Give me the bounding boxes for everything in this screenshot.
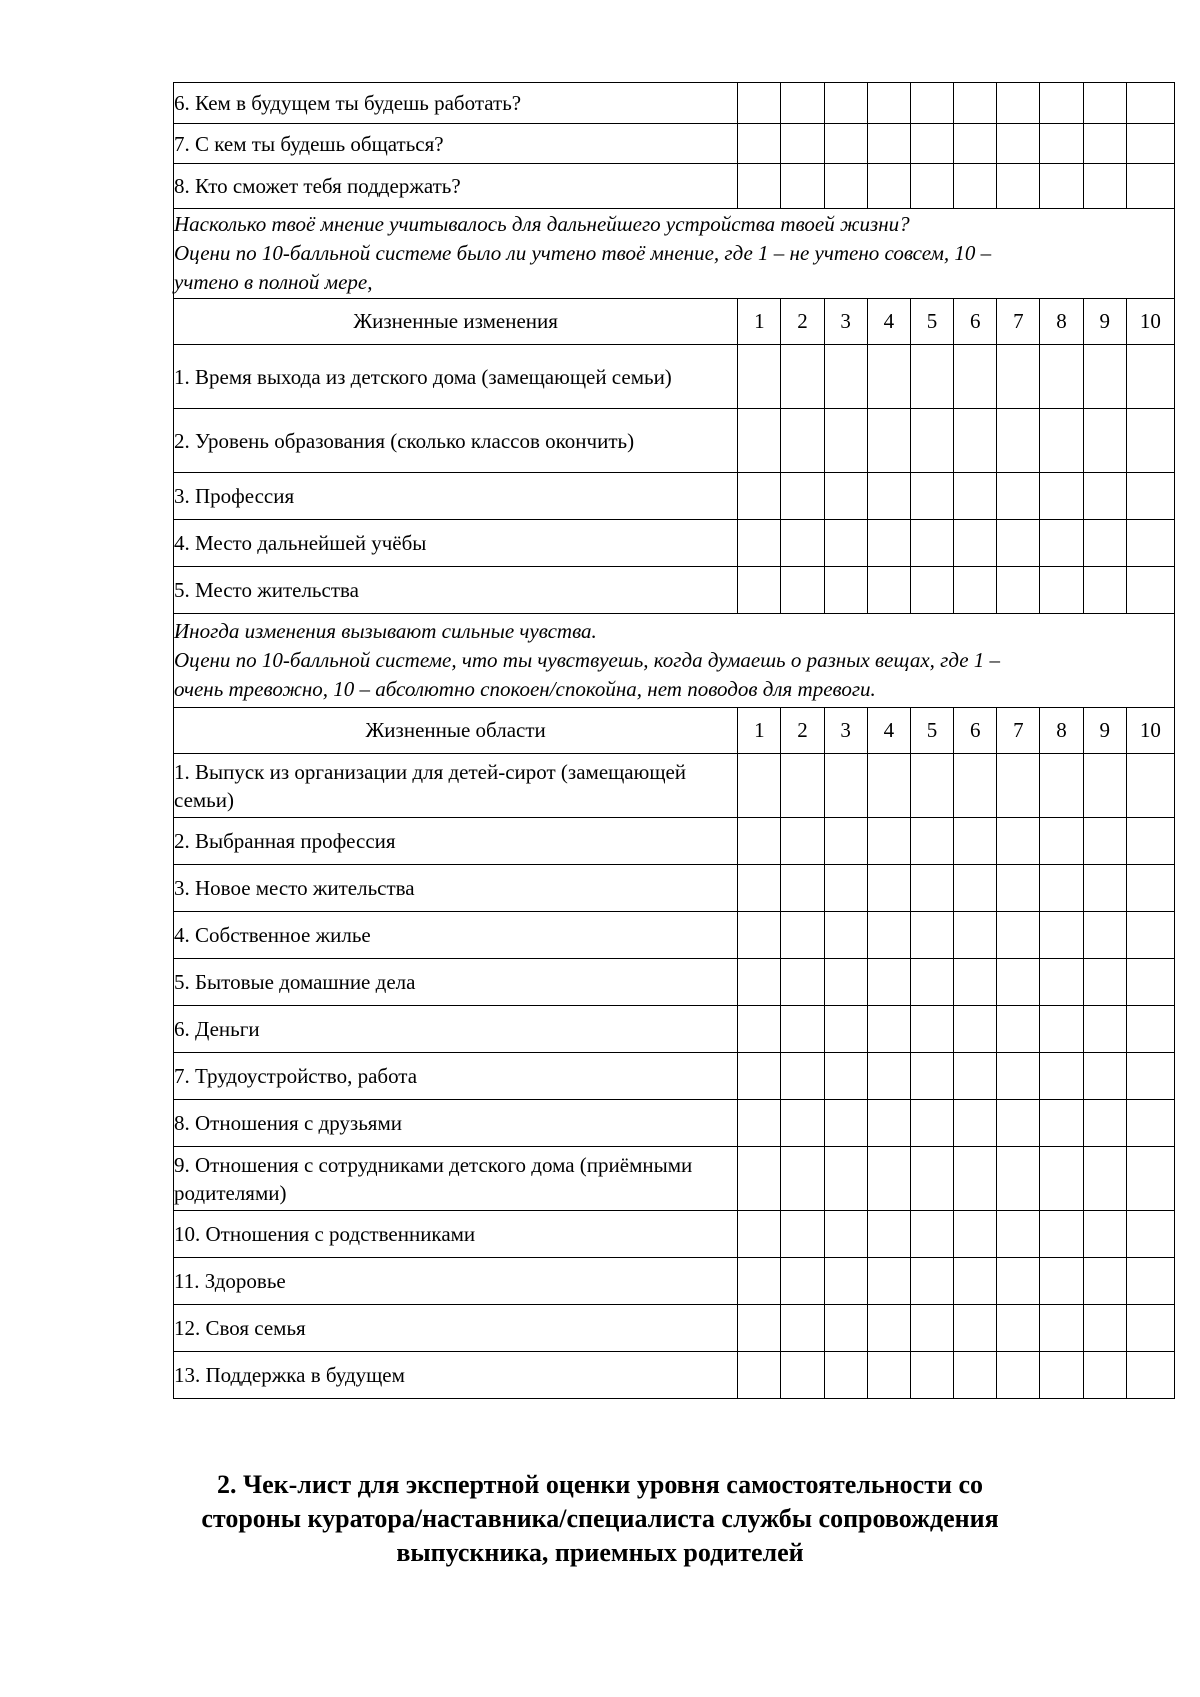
rating-cell[interactable]: [1040, 1305, 1083, 1352]
rating-cell[interactable]: [910, 818, 953, 865]
life-area-row: [174, 959, 1175, 1006]
rating-cell[interactable]: [867, 1053, 910, 1100]
rating-cell[interactable]: [910, 83, 953, 124]
rating-cell[interactable]: [824, 1211, 867, 1258]
rating-cell[interactable]: [1126, 754, 1174, 818]
rating-cell[interactable]: [954, 567, 997, 614]
rating-cell[interactable]: [1083, 1211, 1126, 1258]
rating-cell[interactable]: [824, 1352, 867, 1399]
rating-cell[interactable]: [1083, 1305, 1126, 1352]
rating-cell[interactable]: [1040, 1100, 1083, 1147]
rating-cell[interactable]: [738, 409, 781, 473]
rating-cell[interactable]: [997, 865, 1040, 912]
rating-cell[interactable]: [997, 567, 1040, 614]
rating-cell[interactable]: [954, 520, 997, 567]
life-area-row: [174, 1211, 1175, 1258]
rating-cell[interactable]: [1040, 520, 1083, 567]
rating-cell[interactable]: [997, 754, 1040, 818]
row-label: 11. Здоровье: [174, 1258, 738, 1305]
rating-cell[interactable]: [1126, 345, 1174, 409]
rating-cell[interactable]: [867, 865, 910, 912]
rating-cell[interactable]: [781, 409, 824, 473]
rating-cell[interactable]: [738, 567, 781, 614]
scale-number: 1: [738, 708, 781, 754]
life-change-row: [174, 473, 1175, 520]
rating-cell[interactable]: [738, 83, 781, 124]
rating-cell[interactable]: [954, 1305, 997, 1352]
rating-cell[interactable]: [1126, 912, 1174, 959]
scale-number: 8: [1040, 708, 1083, 754]
rating-cell[interactable]: [910, 1100, 953, 1147]
checklist-sheet: [173, 82, 1175, 1399]
row-label: 2. Уровень образования (сколько классов окончить): [174, 409, 738, 473]
rating-cell[interactable]: [1083, 1006, 1126, 1053]
rating-cell[interactable]: [867, 1147, 910, 1211]
rating-cell[interactable]: [738, 1352, 781, 1399]
rating-cell[interactable]: [1040, 754, 1083, 818]
scale-number: 9: [1083, 299, 1126, 345]
rating-cell[interactable]: [910, 1147, 953, 1211]
row-label: 8. Отношения с друзьями: [174, 1100, 738, 1147]
rating-cell[interactable]: [997, 1100, 1040, 1147]
rating-cell[interactable]: [738, 1006, 781, 1053]
life-area-row: [174, 865, 1175, 912]
rating-cell[interactable]: [824, 1258, 867, 1305]
rating-cell[interactable]: [910, 1305, 953, 1352]
rating-cell[interactable]: [867, 345, 910, 409]
rating-cell[interactable]: [1126, 164, 1174, 209]
life-area-row: [174, 818, 1175, 865]
rating-cell[interactable]: [954, 865, 997, 912]
rating-cell[interactable]: [954, 1100, 997, 1147]
row-label: 5. Место жительства: [174, 567, 738, 614]
rating-cell[interactable]: [1083, 345, 1126, 409]
rating-cell[interactable]: [1126, 409, 1174, 473]
rating-cell[interactable]: [824, 83, 867, 124]
rating-cell[interactable]: [1126, 1147, 1174, 1211]
rating-cell[interactable]: [781, 520, 824, 567]
rating-cell[interactable]: [910, 520, 953, 567]
rating-cell[interactable]: [954, 409, 997, 473]
rating-cell[interactable]: [824, 1147, 867, 1211]
rating-cell[interactable]: [1040, 1147, 1083, 1211]
scale-number: 4: [867, 708, 910, 754]
rating-cell[interactable]: [1083, 83, 1126, 124]
scale-number: 9: [1083, 708, 1126, 754]
rating-cell[interactable]: [824, 345, 867, 409]
rating-cell[interactable]: [867, 520, 910, 567]
rating-cell[interactable]: [1083, 473, 1126, 520]
scale-number: 2: [781, 708, 824, 754]
rating-cell[interactable]: [1083, 912, 1126, 959]
rating-cell[interactable]: [910, 912, 953, 959]
rating-cell[interactable]: [1126, 865, 1174, 912]
rating-cell[interactable]: [1126, 1006, 1174, 1053]
rating-cell[interactable]: [954, 959, 997, 1006]
rating-cell[interactable]: [781, 83, 824, 124]
rating-cell[interactable]: [824, 567, 867, 614]
rating-cell[interactable]: [910, 1006, 953, 1053]
row-label: 4. Собственное жилье: [174, 912, 738, 959]
rating-cell[interactable]: [781, 1352, 824, 1399]
rating-cell[interactable]: [1083, 1352, 1126, 1399]
rating-cell[interactable]: [910, 1258, 953, 1305]
rating-cell[interactable]: [954, 345, 997, 409]
rating-cell[interactable]: [824, 865, 867, 912]
rating-cell[interactable]: [954, 1147, 997, 1211]
rating-cell[interactable]: [738, 912, 781, 959]
rating-cell[interactable]: [738, 1305, 781, 1352]
rating-cell[interactable]: [867, 1211, 910, 1258]
rating-cell[interactable]: [738, 865, 781, 912]
instruction-line: учтено в полной мере,: [174, 270, 373, 294]
rating-cell[interactable]: [1083, 567, 1126, 614]
rating-cell[interactable]: [867, 1352, 910, 1399]
rating-cell[interactable]: [867, 1100, 910, 1147]
life-change-row: [174, 409, 1175, 473]
header-label: Жизненные области: [174, 708, 738, 754]
rating-cell[interactable]: [997, 1053, 1040, 1100]
rating-cell[interactable]: [910, 124, 953, 164]
rating-cell[interactable]: [1083, 124, 1126, 164]
instruction-row-changes: [174, 209, 1175, 299]
rating-cell[interactable]: [1126, 1211, 1174, 1258]
life-area-row: [174, 1147, 1175, 1211]
row-label: 7. С кем ты будешь общаться?: [174, 124, 738, 164]
rating-cell[interactable]: [997, 818, 1040, 865]
instruction-line: очень тревожно, 10 – абсолютно спокоен/спокойна, нет поводов для тревоги.: [174, 677, 876, 701]
scale-number: 8: [1040, 299, 1083, 345]
rating-cell[interactable]: [824, 473, 867, 520]
rating-cell[interactable]: [1126, 818, 1174, 865]
rating-cell[interactable]: [954, 473, 997, 520]
row-label: 5. Бытовые домашние дела: [174, 959, 738, 1006]
rating-cell[interactable]: [954, 818, 997, 865]
rating-cell[interactable]: [738, 520, 781, 567]
rating-cell[interactable]: [954, 1211, 997, 1258]
rating-cell[interactable]: [824, 520, 867, 567]
rating-cell[interactable]: [1040, 959, 1083, 1006]
rating-cell[interactable]: [867, 1258, 910, 1305]
rating-cell[interactable]: [867, 754, 910, 818]
rating-cell[interactable]: [910, 567, 953, 614]
life-change-row: [174, 345, 1175, 409]
question-row: [174, 83, 1175, 124]
row-label: 1. Время выхода из детского дома (замещающей семьи): [174, 345, 738, 409]
rating-cell[interactable]: [1040, 1258, 1083, 1305]
rating-cell[interactable]: [1083, 520, 1126, 567]
life-area-row: [174, 1006, 1175, 1053]
rating-cell[interactable]: [997, 1258, 1040, 1305]
rating-cell[interactable]: [781, 912, 824, 959]
row-label: 7. Трудоустройство, работа: [174, 1053, 738, 1100]
rating-cell[interactable]: [910, 959, 953, 1006]
rating-cell[interactable]: [1040, 818, 1083, 865]
row-label: 3. Профессия: [174, 473, 738, 520]
rating-cell[interactable]: [781, 473, 824, 520]
rating-cell[interactable]: [781, 754, 824, 818]
rating-cell[interactable]: [824, 912, 867, 959]
rating-cell[interactable]: [1040, 1211, 1083, 1258]
rating-cell[interactable]: [910, 164, 953, 209]
rating-cell[interactable]: [738, 1100, 781, 1147]
section-heading-line: выпускника, приемных родителей: [396, 1538, 804, 1567]
rating-cell[interactable]: [997, 83, 1040, 124]
rating-cell[interactable]: [867, 124, 910, 164]
life-area-row: [174, 1305, 1175, 1352]
rating-cell[interactable]: [781, 865, 824, 912]
row-label: 9. Отношения с сотрудниками детского дома (приёмными родителями): [174, 1147, 738, 1211]
row-label: 1. Выпуск из организации для детей-сирот (замещающей семьи): [174, 754, 738, 818]
rating-cell[interactable]: [824, 1006, 867, 1053]
life-area-row: [174, 912, 1175, 959]
rating-cell[interactable]: [1040, 83, 1083, 124]
rating-cell[interactable]: [867, 83, 910, 124]
scale-number: 3: [824, 708, 867, 754]
rating-cell[interactable]: [1040, 865, 1083, 912]
instruction-line: Иногда изменения вызывают сильные чувства.: [174, 619, 597, 643]
header-label: Жизненные изменения: [174, 299, 738, 345]
rating-cell[interactable]: [781, 124, 824, 164]
scale-number: 10: [1126, 708, 1174, 754]
instruction-text: [174, 614, 1175, 708]
question-row: [174, 164, 1175, 209]
instruction-text: [174, 209, 1175, 299]
rating-cell[interactable]: [738, 818, 781, 865]
scale-number: 5: [910, 299, 953, 345]
rating-cell[interactable]: [1083, 754, 1126, 818]
rating-cell[interactable]: [997, 1352, 1040, 1399]
rating-cell[interactable]: [910, 754, 953, 818]
instruction-line: Оцени по 10-балльной системе было ли учтено твоё мнение, где 1 – не учтено совсем, 10 –: [174, 241, 992, 265]
rating-cell[interactable]: [910, 865, 953, 912]
rating-cell[interactable]: [867, 473, 910, 520]
rating-cell[interactable]: [738, 1211, 781, 1258]
rating-cell[interactable]: [997, 912, 1040, 959]
rating-cell[interactable]: [954, 1053, 997, 1100]
rating-cell[interactable]: [781, 1258, 824, 1305]
rating-cell[interactable]: [1040, 912, 1083, 959]
rating-cell[interactable]: [738, 1053, 781, 1100]
scale-header-changes: [174, 299, 1175, 345]
row-label: 6. Деньги: [174, 1006, 738, 1053]
rating-cell[interactable]: [1126, 1053, 1174, 1100]
scale-number: 7: [997, 299, 1040, 345]
rating-cell[interactable]: [738, 473, 781, 520]
row-label: 12. Своя семья: [174, 1305, 738, 1352]
rating-cell[interactable]: [1126, 83, 1174, 124]
row-label: 4. Место дальнейшей учёбы: [174, 520, 738, 567]
rating-cell[interactable]: [997, 1147, 1040, 1211]
rating-cell[interactable]: [781, 1006, 824, 1053]
rating-cell[interactable]: [781, 567, 824, 614]
rating-cell[interactable]: [997, 1006, 1040, 1053]
rating-cell[interactable]: [824, 818, 867, 865]
rating-cell[interactable]: [954, 1006, 997, 1053]
row-label: 6. Кем в будущем ты будешь работать?: [174, 83, 738, 124]
rating-cell[interactable]: [824, 1053, 867, 1100]
scale-header-areas: [174, 708, 1175, 754]
rating-cell[interactable]: [781, 959, 824, 1006]
rating-cell[interactable]: [867, 912, 910, 959]
rating-cell[interactable]: [781, 1100, 824, 1147]
rating-cell[interactable]: [1126, 520, 1174, 567]
row-label: 8. Кто сможет тебя поддержать?: [174, 164, 738, 209]
life-area-row: [174, 754, 1175, 818]
rating-cell[interactable]: [1040, 567, 1083, 614]
life-area-row: [174, 1258, 1175, 1305]
rating-cell[interactable]: [1126, 1305, 1174, 1352]
instruction-line: Оцени по 10-балльной системе, что ты чувствуешь, когда думаешь о разных вещах, где 1 –: [174, 648, 1001, 672]
rating-cell[interactable]: [1040, 1053, 1083, 1100]
instruction-row-areas: [174, 614, 1175, 708]
rating-cell[interactable]: [824, 959, 867, 1006]
scale-number: 1: [738, 299, 781, 345]
rating-cell[interactable]: [1083, 1258, 1126, 1305]
rating-cell[interactable]: [997, 1305, 1040, 1352]
scale-number: 6: [954, 299, 997, 345]
scale-number: 7: [997, 708, 1040, 754]
rating-cell[interactable]: [1083, 1100, 1126, 1147]
rating-cell[interactable]: [954, 1352, 997, 1399]
rating-cell[interactable]: [1040, 409, 1083, 473]
rating-cell[interactable]: [781, 818, 824, 865]
question-row: [174, 124, 1175, 164]
rating-cell[interactable]: [781, 164, 824, 209]
rating-cell[interactable]: [867, 1006, 910, 1053]
life-area-row: [174, 1100, 1175, 1147]
rating-cell[interactable]: [1126, 124, 1174, 164]
rating-cell[interactable]: [867, 409, 910, 473]
rating-cell[interactable]: [781, 1305, 824, 1352]
scale-number: 4: [867, 299, 910, 345]
rating-cell[interactable]: [1083, 164, 1126, 209]
rating-cell[interactable]: [910, 473, 953, 520]
rating-cell[interactable]: [1040, 473, 1083, 520]
rating-cell[interactable]: [1126, 1352, 1174, 1399]
rating-cell[interactable]: [781, 1211, 824, 1258]
rating-cell[interactable]: [997, 345, 1040, 409]
rating-cell[interactable]: [1040, 124, 1083, 164]
rating-cell[interactable]: [824, 1305, 867, 1352]
rating-cell[interactable]: [1126, 473, 1174, 520]
scale-number: 5: [910, 708, 953, 754]
rating-cell[interactable]: [1083, 959, 1126, 1006]
rating-cell[interactable]: [954, 164, 997, 209]
table-body: [174, 83, 1175, 1399]
rating-cell[interactable]: [738, 124, 781, 164]
row-label: 13. Поддержка в будущем: [174, 1352, 738, 1399]
rating-cell[interactable]: [910, 1053, 953, 1100]
rating-cell[interactable]: [1040, 164, 1083, 209]
scale-number: 2: [781, 299, 824, 345]
instruction-line: Насколько твоё мнение учитывалось для дальнейшего устройства твоей жизни?: [174, 212, 910, 236]
rating-cell[interactable]: [824, 1100, 867, 1147]
questionnaire-table: [173, 82, 1175, 1399]
rating-cell[interactable]: [781, 1053, 824, 1100]
rating-cell[interactable]: [738, 959, 781, 1006]
rating-cell[interactable]: [1040, 345, 1083, 409]
rating-cell[interactable]: [997, 409, 1040, 473]
rating-cell[interactable]: [738, 754, 781, 818]
rating-cell[interactable]: [954, 1258, 997, 1305]
scale-number: 3: [824, 299, 867, 345]
life-change-row: [174, 520, 1175, 567]
rating-cell[interactable]: [997, 164, 1040, 209]
rating-cell[interactable]: [1126, 1100, 1174, 1147]
rating-cell[interactable]: [867, 567, 910, 614]
rating-cell[interactable]: [954, 124, 997, 164]
section-heading-line: стороны куратора/наставника/специалиста службы сопровождения: [201, 1504, 999, 1533]
rating-cell[interactable]: [867, 164, 910, 209]
rating-cell[interactable]: [910, 345, 953, 409]
rating-cell[interactable]: [1126, 567, 1174, 614]
rating-cell[interactable]: [738, 164, 781, 209]
life-area-row: [174, 1352, 1175, 1399]
rating-cell[interactable]: [910, 1352, 953, 1399]
life-change-row: [174, 567, 1175, 614]
rating-cell[interactable]: [867, 959, 910, 1006]
rating-cell[interactable]: [997, 473, 1040, 520]
rating-cell[interactable]: [954, 83, 997, 124]
rating-cell[interactable]: [954, 912, 997, 959]
rating-cell[interactable]: [1083, 409, 1126, 473]
scale-number: 6: [954, 708, 997, 754]
rating-cell[interactable]: [910, 1211, 953, 1258]
row-label: 10. Отношения с родственниками: [174, 1211, 738, 1258]
rating-cell[interactable]: [867, 1305, 910, 1352]
rating-cell[interactable]: [824, 124, 867, 164]
section-heading: [150, 1468, 1050, 1570]
rating-cell[interactable]: [1083, 818, 1126, 865]
scale-number: 10: [1126, 299, 1174, 345]
rating-cell[interactable]: [867, 818, 910, 865]
rating-cell[interactable]: [1126, 959, 1174, 1006]
rating-cell[interactable]: [738, 1147, 781, 1211]
row-label: 2. Выбранная профессия: [174, 818, 738, 865]
rating-cell[interactable]: [824, 754, 867, 818]
rating-cell[interactable]: [1040, 1006, 1083, 1053]
rating-cell[interactable]: [781, 1147, 824, 1211]
rating-cell[interactable]: [997, 124, 1040, 164]
rating-cell[interactable]: [1083, 865, 1126, 912]
rating-cell[interactable]: [824, 409, 867, 473]
rating-cell[interactable]: [738, 345, 781, 409]
life-area-row: [174, 1053, 1175, 1100]
rating-cell[interactable]: [997, 1211, 1040, 1258]
rating-cell[interactable]: [997, 520, 1040, 567]
rating-cell[interactable]: [824, 164, 867, 209]
rating-cell[interactable]: [954, 754, 997, 818]
section-heading-line: 2. Чек-лист для экспертной оценки уровня самостоятельности со: [216, 1470, 983, 1499]
rating-cell[interactable]: [1083, 1147, 1126, 1211]
rating-cell[interactable]: [1083, 1053, 1126, 1100]
rating-cell[interactable]: [738, 1258, 781, 1305]
rating-cell[interactable]: [1126, 1258, 1174, 1305]
rating-cell[interactable]: [997, 959, 1040, 1006]
rating-cell[interactable]: [1040, 1352, 1083, 1399]
row-label: 3. Новое место жительства: [174, 865, 738, 912]
rating-cell[interactable]: [781, 345, 824, 409]
rating-cell[interactable]: [910, 409, 953, 473]
